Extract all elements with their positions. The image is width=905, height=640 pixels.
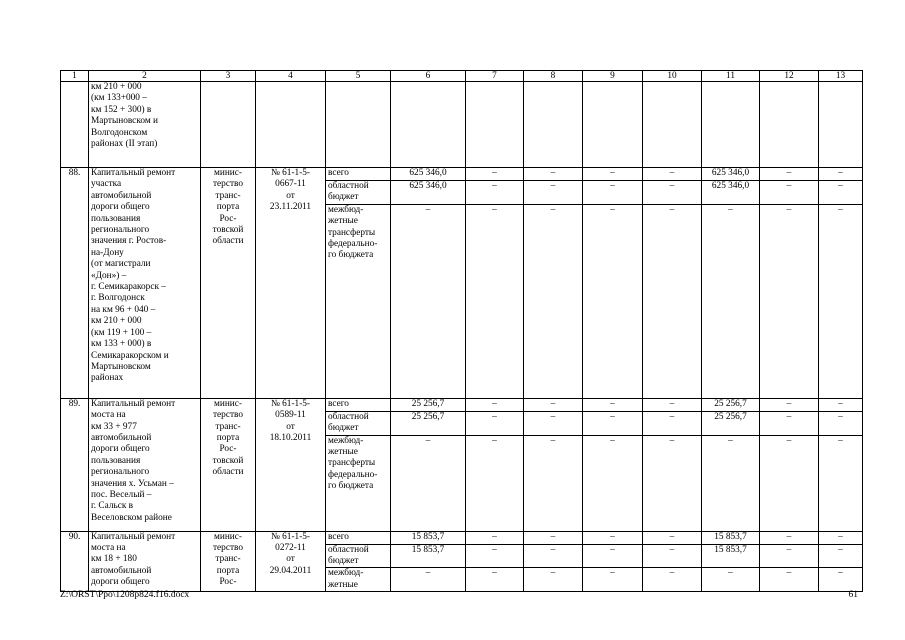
column-number: 13 (819, 71, 863, 82)
entry-number-cell: 89. (61, 398, 89, 531)
value-cell: – (466, 411, 524, 435)
value-cell: – (760, 435, 819, 531)
funding-source-cell: областной бюджет (326, 411, 391, 435)
value-cell: – (819, 204, 863, 398)
entry-number-cell (61, 82, 89, 168)
value-cell: – (524, 204, 583, 398)
column-number: 8 (524, 71, 583, 82)
funding-source-cell: межбюд- жетные трансферты федерально- го бюджета (326, 435, 391, 531)
funding-source-cell: областной бюджет (326, 181, 391, 205)
value-cell: – (819, 531, 863, 544)
customer-cell: минис- терство транс- порта Рос- товской области (201, 398, 256, 531)
value-cell: – (643, 435, 702, 531)
value-cell: 25 256,7 (702, 411, 760, 435)
value-cell: – (524, 411, 583, 435)
value-cell: – (702, 204, 760, 398)
value-cell: – (819, 544, 863, 568)
budget-table (60, 70, 863, 592)
table-row (61, 531, 863, 544)
value-cell: – (466, 168, 524, 181)
value-cell: – (524, 181, 583, 205)
document-cell: № 61-1-5- 0272-11 от 29.04.2011 (256, 531, 326, 592)
value-cell (391, 82, 466, 168)
value-cell: – (524, 544, 583, 568)
value-cell: – (643, 181, 702, 205)
funding-source-cell: межбюд- жетные (326, 568, 391, 592)
value-cell: – (466, 544, 524, 568)
column-number: 9 (583, 71, 643, 82)
footer-file-path: Z:\ORST\Ppo\1208p824.f16.docx (60, 590, 190, 600)
value-cell: – (643, 411, 702, 435)
column-number: 7 (466, 71, 524, 82)
value-cell: – (760, 398, 819, 411)
value-cell: 25 256,7 (391, 398, 466, 411)
column-number: 5 (326, 71, 391, 82)
value-cell: – (702, 568, 760, 592)
value-cell: – (760, 411, 819, 435)
value-cell: – (524, 168, 583, 181)
value-cell: – (643, 168, 702, 181)
customer-cell (201, 82, 256, 168)
value-cell (583, 82, 643, 168)
object-name-cell: Капитальный ремонт участка автомобильной дороги общего пользования регионального значения г. Ростов- на-Дону (от магистрали «Дон») – г. Семикаракорск – г. Волгодонск на км 96 + 040 – км 210 + 000 (км 119 + 100 – км 133 + 000) в Семикаракорском и Мартыновском районах (89, 168, 201, 399)
value-cell: – (466, 531, 524, 544)
table-row (61, 168, 863, 181)
object-name-cell: км 210 + 000 (км 133+000 – км 152 + 300) в Мартыновском и Волгодонском районах (II этап) (89, 82, 201, 168)
entry-number-cell: 88. (61, 168, 89, 399)
value-cell: 15 853,7 (391, 544, 466, 568)
value-cell (643, 82, 702, 168)
value-cell: – (524, 568, 583, 592)
value-cell: 625 346,0 (391, 181, 466, 205)
document-cell: № 61-1-5- 0589-11 от 18.10.2011 (256, 398, 326, 531)
customer-cell: минис- терство транс- порта Рос- товской области (201, 168, 256, 399)
value-cell: – (819, 435, 863, 531)
customer-cell: минис- терство транс- порта Рос- (201, 531, 256, 592)
value-cell: – (524, 435, 583, 531)
value-cell: – (466, 435, 524, 531)
object-name-cell: Капитальный ремонт моста на км 33 + 977 автомобильной дороги общего пользования регионального значения х. Усьман – пос. Веселый – г. Сальск в Веселовском районе (89, 398, 201, 531)
value-cell: – (702, 435, 760, 531)
funding-source-cell: областной бюджет (326, 544, 391, 568)
value-cell: – (391, 435, 466, 531)
value-cell: 15 853,7 (391, 531, 466, 544)
value-cell: – (643, 398, 702, 411)
value-cell: – (643, 531, 702, 544)
value-cell: – (819, 168, 863, 181)
document-cell (256, 82, 326, 168)
table-row (61, 398, 863, 411)
value-cell: 625 346,0 (391, 168, 466, 181)
value-cell (524, 82, 583, 168)
object-name-cell: Капитальный ремонт моста на км 18 + 180 автомобильной дороги общего (89, 531, 201, 592)
value-cell: – (760, 544, 819, 568)
value-cell: 15 853,7 (702, 544, 760, 568)
value-cell: – (760, 181, 819, 205)
value-cell: – (819, 568, 863, 592)
value-cell: – (466, 568, 524, 592)
value-cell: – (760, 531, 819, 544)
value-cell: – (466, 204, 524, 398)
value-cell: – (643, 544, 702, 568)
column-number-row (61, 71, 863, 82)
value-cell: 25 256,7 (702, 398, 760, 411)
value-cell: – (760, 204, 819, 398)
value-cell: – (583, 531, 643, 544)
column-number: 2 (89, 71, 201, 82)
value-cell: – (583, 181, 643, 205)
value-cell: 15 853,7 (702, 531, 760, 544)
value-cell: – (760, 168, 819, 181)
column-number: 3 (201, 71, 256, 82)
value-cell (466, 82, 524, 168)
value-cell: 625 346,0 (702, 168, 760, 181)
value-cell: – (583, 411, 643, 435)
value-cell: – (391, 204, 466, 398)
value-cell: – (466, 181, 524, 205)
value-cell: – (583, 398, 643, 411)
value-cell: – (643, 568, 702, 592)
value-cell (760, 82, 819, 168)
funding-source-cell: всего (326, 168, 391, 181)
column-number: 12 (760, 71, 819, 82)
value-cell: – (583, 168, 643, 181)
continuation-row (61, 82, 863, 168)
value-cell: – (819, 181, 863, 205)
funding-source-cell: межбюд- жетные трансферты федерально- го бюджета (326, 204, 391, 398)
funding-source-cell: всего (326, 531, 391, 544)
value-cell: 25 256,7 (391, 411, 466, 435)
source-cell (326, 82, 391, 168)
value-cell: – (583, 435, 643, 531)
page-number: 61 (848, 590, 858, 600)
value-cell: 625 346,0 (702, 181, 760, 205)
funding-source-cell: всего (326, 398, 391, 411)
column-number: 4 (256, 71, 326, 82)
column-number: 1 (61, 71, 89, 82)
column-number: 11 (702, 71, 760, 82)
entry-number-cell: 90. (61, 531, 89, 592)
value-cell: – (819, 411, 863, 435)
value-cell: – (819, 398, 863, 411)
value-cell (819, 82, 863, 168)
value-cell: – (760, 568, 819, 592)
document-cell: № 61-1-5- 0667-11 от 23.11.2011 (256, 168, 326, 399)
value-cell: – (391, 568, 466, 592)
value-cell: – (583, 544, 643, 568)
value-cell: – (524, 398, 583, 411)
value-cell: – (466, 398, 524, 411)
column-number: 10 (643, 71, 702, 82)
column-number: 6 (391, 71, 466, 82)
value-cell: – (583, 568, 643, 592)
value-cell (702, 82, 760, 168)
table-body (61, 71, 863, 592)
value-cell: – (643, 204, 702, 398)
value-cell: – (524, 531, 583, 544)
value-cell: – (583, 204, 643, 398)
